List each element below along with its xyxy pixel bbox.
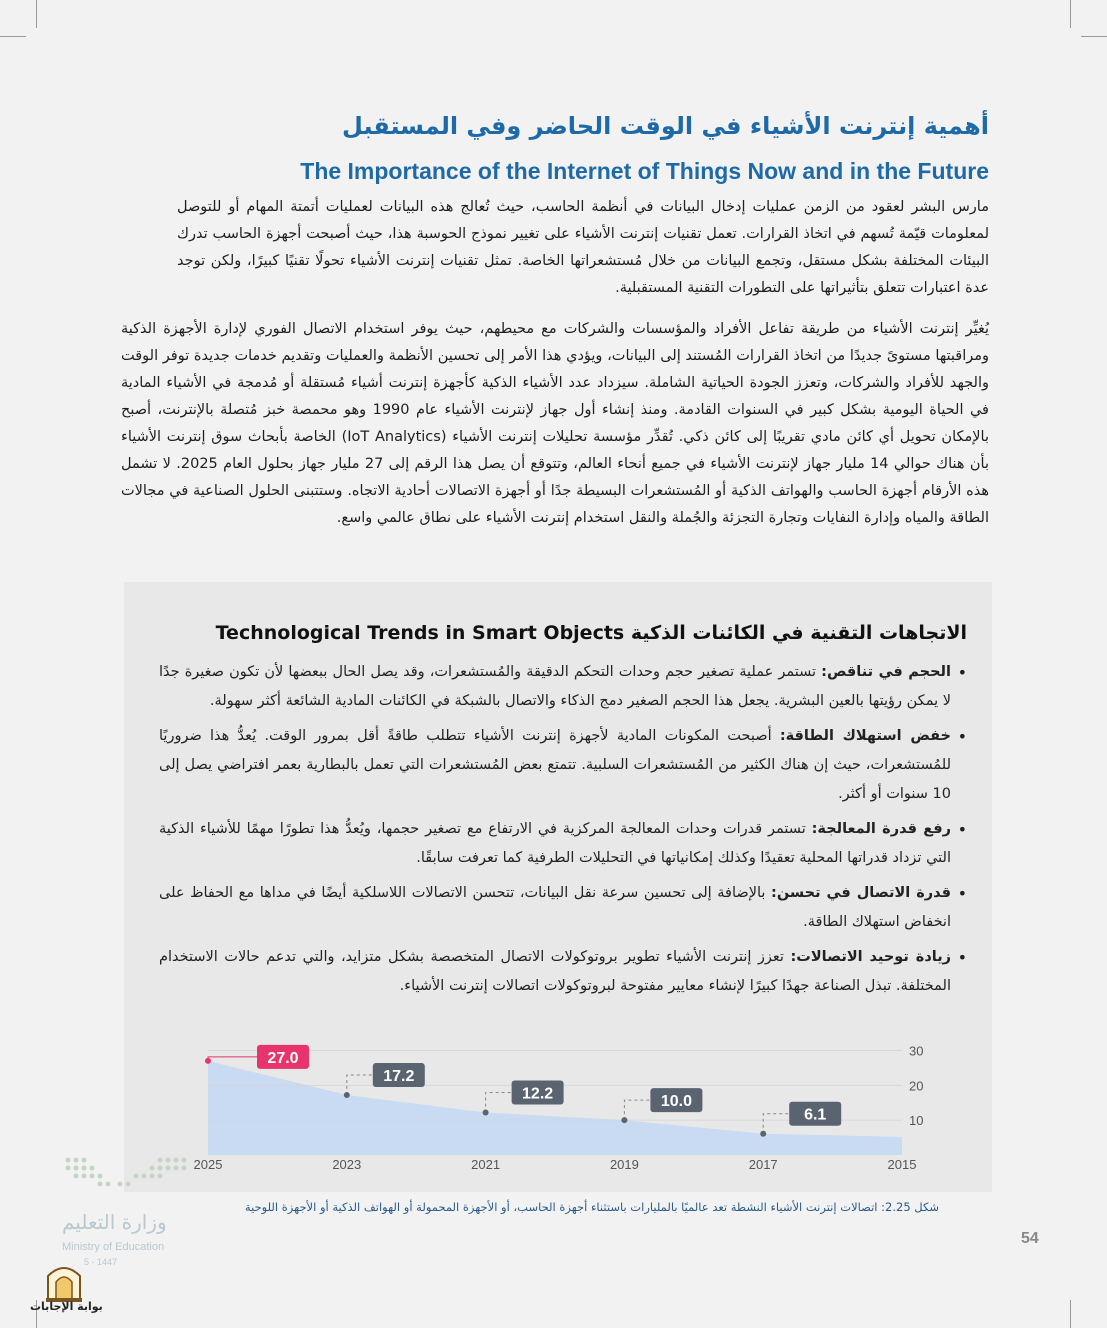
callout-leader	[208, 1057, 259, 1061]
data-point	[205, 1058, 211, 1064]
trend-item	[159, 658, 967, 716]
ministry-name-en: Ministry of Education	[62, 1241, 165, 1253]
callout-leader	[624, 1100, 652, 1120]
trend-text: أصبحت المكونات المادية لأجهزة إنترنت الأشياء تتطلب طاقةً أقل بمرور الوقت. يُعدُّ هذا ضروريًا للمُستشعرات، حيث إن هناك الكثير من المُستشعرات السلبية. تتمتع بعض المُستشعرات التي تعمل بالبطارية بعمر افتراضي يصل إلى 10 سنوات أو أكثر.	[159, 728, 951, 802]
crop-mark	[0, 36, 26, 37]
crop-mark	[36, 0, 37, 28]
y-tick-label: 10	[909, 1113, 924, 1129]
trend-text: تستمر قدرات وحدات المعالجة المركزية في الارتفاع مع تصغير حجمها، ويُعدُّ هذا تطورًا مهمًا للأشياء الذكية التي تزداد قدراتها المحلية تعقيدًا وكذلك إمكانياتها في التحليلات الطرفية كما تعرفت سابقًا.	[159, 821, 951, 866]
body-paragraph: يُغيِّر إنترنت الأشياء من طريقة تفاعل الأفراد والمؤسسات والشركات مع محيطهم، حيث يوفر استخدام الاتصال الفوري لإدارة الأجهزة الذكية ومراقبتها مستوىً جديدًا من اتخاذ القرارات المُستند إلى البيانات، ويؤدي هذا الأمر إلى تحسين الأنظمة والعمليات وتقديم خدمات جديدة توفر الوقت والجهد للأفراد والشركات، وتعزز الجودة الحياتية الشاملة. سيزداد عدد الأشياء الذكية كأجهزة إنترنت أشياء مُستقلة أو مُدمجة في الأشياء المادية في الحياة اليومية بشكل كبير في السنوات القادمة. ومنذ إنشاء أول جهاز لإنترنت الأشياء عام 1990 وهو محمصة خبز مُتصلة بالإنترنت، أصبح بالإمكان تحويل أي كائن مادي تقريبًا إلى كائن ذكي. تُقدِّر مؤسسة تحليلات إنترنت الأشياء (IoT Analytics) الخاصة بأبحاث سوق إنترنت الأشياء بأن هناك حوالي 14 مليار جهاز لإنترنت الأشياء في جميع أنحاء العالم، وتتوقع أن يصل هذا الرقم إلى 27 مليار جهاز بحلول العام 2025. لا تشمل هذه الأرقام أجهزة الحاسب والهواتف الذكية أو المُستشعرات البسيطة جدًا أو أجهزة الاتصالات أحادية الاتجاه. وستتبنى الحلول الصناعية في مجالات الطاقة والمياه وإدارة النفايات وتجارة التجزئة والجُملة والنقل استخدام إنترنت الأشياء على نطاق عالمي واسع.	[121, 321, 989, 526]
data-point	[621, 1117, 627, 1123]
iot-growth-chart	[190, 1040, 940, 1180]
callout-leader	[763, 1114, 791, 1134]
data-label: 10.0	[660, 1093, 692, 1111]
intro-paragraph: مارس البشر لعقود من الزمن عمليات إدخال البيانات في أنظمة الحاسب، حيث تُعالج هذه البيانات لعمليات أتمتة المهام أو للتوصل لمعلومات قيّمة تُسهم في اتخاذ القرارات. تعمل تقنيات إنترنت الأشياء على تغيير نموذج الحوسبة هذا، حيث أصبحت أجهزة الحاسب تدرك البيئات المختلفة بشكل مستقل، وتجمع البيانات من خلال مُستشعراتها الخاصة. تمثل تقنيات إنترنت الأشياء تحولًا تقنيًا كبيرًا، ولكن توجد عدة اعتبارات تتعلق بتأثيراتها على التطورات التقنية المستقبلية.	[177, 199, 989, 296]
trend-item	[159, 879, 967, 937]
x-tick-label: 2019	[609, 1157, 639, 1172]
data-label: 17.2	[383, 1068, 415, 1086]
data-label: 6.1	[804, 1106, 827, 1124]
y-tick-label: 20	[909, 1078, 924, 1094]
ministry-year: 5 - 1447	[84, 1257, 118, 1267]
trend-heading: قدرة الاتصال في تحسن:	[771, 885, 951, 901]
trends-list	[159, 658, 967, 1007]
trend-heading: رفع قدرة المعالجة:	[811, 821, 952, 837]
data-point	[760, 1131, 766, 1137]
crop-mark	[1081, 36, 1107, 37]
data-label: 27.0	[267, 1049, 299, 1067]
page-title-en: The Importance of the Internet of Things Now and in the Future	[300, 158, 989, 184]
trend-item	[159, 815, 967, 873]
ministry-name-ar: وزارة التعليم	[62, 1210, 167, 1234]
x-tick-label: 2023	[332, 1157, 362, 1172]
page-title-ar: أهمية إنترنت الأشياء في الوقت الحاضر وفي المستقبل	[342, 112, 989, 140]
trend-text: بالإضافة إلى تحسين سرعة نقل البيانات، تتحسن الاتصالات اللاسلكية أيضًا في مداها مع الحفاظ على انخفاض استهلاك الطاقة.	[159, 885, 951, 930]
data-point	[344, 1092, 350, 1098]
figure-caption: شكل 2.25: اتصالات إنترنت الأشياء النشطة تعد عالميًا بالمليارات باستثناء أجهزة الحاسب، أو الأجهزة المحمولة أو الهواتف الذكية أو الأجهزة اللوحية	[244, 1200, 939, 1214]
callout-leader	[486, 1092, 514, 1112]
trend-heading: الحجم في تناقص:	[821, 664, 951, 680]
trend-heading: خفض استهلاك الطاقة:	[779, 728, 951, 744]
data-label: 12.2	[522, 1085, 554, 1103]
x-tick-label: 2021	[471, 1157, 501, 1172]
trend-item	[159, 943, 967, 1001]
crop-mark	[1070, 0, 1071, 28]
x-tick-label: 2025	[193, 1157, 223, 1172]
page-number: 54	[1021, 1230, 1039, 1247]
x-tick-label: 2017	[748, 1157, 778, 1172]
site-label: بوابة الإجابات	[30, 1300, 103, 1313]
data-point	[483, 1109, 489, 1115]
trend-text: تستمر عملية تصغير حجم وحدات التحكم الدقيقة والمُستشعرات، وقد يصل الحال ببعضها لأن تكون صغيرة جدًا لا يمكن رؤيتها بالعين البشرية. يجعل هذا الحجم الصغير دمج الذكاء والاتصال بالشبكة في الكائنات المادية الشائعة أكثر سهولة.	[159, 664, 951, 709]
trend-text: تعزز إنترنت الأشياء تطوير بروتوكولات الاتصال المتخصصة بشكل متزايد، والتي تدعم حالات الاستخدام المختلفة. تبذل الصناعة جهدًا كبيرًا لإنشاء معايير مفتوحة لبروتوكولات اتصالات إنترنت الأشياء.	[159, 949, 951, 994]
trends-box-title: الاتجاهات التقنية في الكائنات الذكية Technological Trends in Smart Objects	[215, 622, 967, 644]
bawaba-logo	[28, 1258, 108, 1324]
trend-heading: زيادة توحيد الاتصالات:	[790, 949, 952, 965]
y-tick-label: 30	[909, 1043, 924, 1059]
crop-mark	[1070, 1300, 1071, 1328]
x-tick-label: 2015	[887, 1157, 917, 1172]
trend-item	[159, 722, 967, 809]
